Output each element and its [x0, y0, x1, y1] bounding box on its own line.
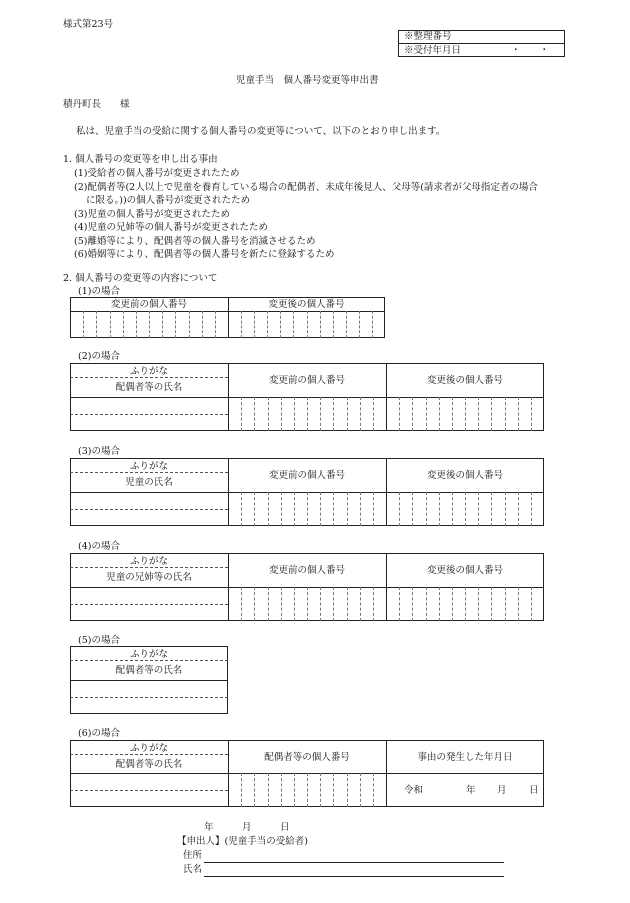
case2-before-cell-divider — [241, 397, 242, 431]
case3-after-cell-divider — [491, 492, 492, 526]
case2-after-header: 変更後の個人番号 — [426, 375, 503, 386]
case3-after-cell-divider — [426, 492, 427, 526]
case2-before-cell-divider — [281, 397, 282, 431]
case3-before-cell-divider — [347, 492, 348, 526]
case2-after-cell-divider — [505, 397, 506, 431]
case6-number-cell-divider — [281, 773, 282, 807]
case4-after-cell-divider — [478, 587, 479, 621]
case1-after-cell-divider — [280, 311, 281, 338]
reason-item-1: (1)受給者の個人番号が変更されたため — [74, 168, 240, 179]
case1-after-cell-divider — [359, 311, 360, 338]
case3-after-cell-divider — [439, 492, 440, 526]
case6-era: 令和 — [404, 785, 424, 796]
case4-after-cell-divider — [491, 587, 492, 621]
reason-item-3: (3)児童の個人番号が変更されたため — [74, 209, 230, 220]
office-received-label: ※受付年月日 — [404, 45, 462, 56]
case2-after-cell-divider — [465, 397, 466, 431]
case2-before-cell-divider — [347, 397, 348, 431]
case4-after-cell-divider — [505, 587, 506, 621]
case5-label: (5)の場合 — [78, 635, 120, 646]
case1-after-cell-divider — [307, 311, 308, 338]
case3-furigana-label: ふりがな — [129, 461, 168, 472]
case6-furigana-label: ふりがな — [129, 743, 168, 754]
case3-before-cell-divider — [320, 492, 321, 526]
case2-before-cell-divider — [373, 397, 374, 431]
case6-number-cell-divider — [294, 773, 295, 807]
case2-after-cell-divider — [439, 397, 440, 431]
case4-label: (4)の場合 — [78, 541, 120, 552]
case4-after-cell-divider — [531, 587, 532, 621]
case1-after-cell-divider — [346, 311, 347, 338]
case4-after-cell-divider — [412, 587, 413, 621]
case4-after-cell-divider — [399, 587, 400, 621]
case3-after-cell-divider — [531, 492, 532, 526]
case4-before-cell-divider — [373, 587, 374, 621]
office-serial-label: ※整理番号 — [404, 31, 452, 42]
case1-before-cell-divider — [123, 311, 124, 338]
case3-after-cell-divider — [452, 492, 453, 526]
case1-after-cell-divider — [333, 311, 334, 338]
case2-label: (2)の場合 — [78, 351, 120, 362]
case1-after-cell-divider — [254, 311, 255, 338]
address-label: 住所 — [183, 850, 203, 861]
case4-after-cell-divider — [465, 587, 466, 621]
case1-before-cell-divider — [83, 311, 84, 338]
case3-before-cell-divider — [294, 492, 295, 526]
case2-after-cell-divider — [426, 397, 427, 431]
intro-text: 私は、児童手当の受給に関する個人番号の変更等について、以下のとおり申し出ます。 — [76, 126, 446, 137]
case3-after-cell-divider — [505, 492, 506, 526]
case1-before-cell-divider — [202, 311, 203, 338]
case2-before-cell-divider — [294, 397, 295, 431]
case2-after-cell-divider — [491, 397, 492, 431]
case1-after-cell-divider — [293, 311, 294, 338]
case3-name-label: 児童の氏名 — [125, 477, 173, 488]
case6-year: 年 — [466, 785, 476, 796]
applicant-label: 【申出人】(児童手当の受給者) — [177, 836, 308, 847]
footer-date: 年 月 日 — [204, 822, 290, 833]
case2-before-cell-divider — [333, 397, 334, 431]
case3-before-cell-divider — [360, 492, 361, 526]
case4-after-cell-divider — [452, 587, 453, 621]
case2-before-cell-divider — [320, 397, 321, 431]
case6-number-cell-divider — [307, 773, 308, 807]
case3-before-cell-divider — [307, 492, 308, 526]
case6-date-header: 事由の発生した年月日 — [417, 752, 513, 763]
case4-before-cell-divider — [333, 587, 334, 621]
case6-number-cell-divider — [241, 773, 242, 807]
case1-before-header: 変更前の個人番号 — [110, 299, 187, 310]
case3-label: (3)の場合 — [78, 446, 120, 457]
case2-before-cell-divider — [254, 397, 255, 431]
case2-before-cell-divider — [360, 397, 361, 431]
case1-after-cell-divider — [241, 311, 242, 338]
address-line[interactable] — [204, 862, 504, 863]
case4-after-cell-divider — [518, 587, 519, 621]
page-title: 児童手当 個人番号変更等申出書 — [236, 75, 379, 86]
case2-after-cell-divider — [399, 397, 400, 431]
case2-after-cell-divider — [518, 397, 519, 431]
case4-before-cell-divider — [320, 587, 321, 621]
case6-number-cell-divider — [254, 773, 255, 807]
case2-before-cell-divider — [268, 397, 269, 431]
case4-after-header: 変更後の個人番号 — [426, 565, 503, 576]
case4-name-label: 児童の兄姉等の氏名 — [106, 572, 192, 583]
case1-before-cell-divider — [189, 311, 190, 338]
case4-before-header: 変更前の個人番号 — [268, 565, 345, 576]
case6-number-cell-divider — [373, 773, 374, 807]
case3-before-header: 変更前の個人番号 — [268, 470, 345, 481]
case1-after-header: 変更後の個人番号 — [268, 299, 345, 310]
case4-before-cell-divider — [347, 587, 348, 621]
case1-after-cell-divider — [267, 311, 268, 338]
case6-number-cell-divider — [333, 773, 334, 807]
case3-after-cell-divider — [399, 492, 400, 526]
office-date-dots: ・ ・ — [511, 45, 550, 56]
case1-before-cell-divider — [136, 311, 137, 338]
case1-before-cell-divider — [96, 311, 97, 338]
reason-item-4: (4)児童の兄姉等の個人番号が変更されたため — [74, 222, 268, 233]
case4-before-cell-divider — [268, 587, 269, 621]
case1-before-cell-divider — [175, 311, 176, 338]
name-line[interactable] — [204, 876, 504, 877]
case2-before-cell-divider — [307, 397, 308, 431]
case4-furigana-label: ふりがな — [129, 556, 168, 567]
case4-before-cell-divider — [294, 587, 295, 621]
reason-item-6: (6)婚姻等により、配偶者等の個人番号を新たに登録するため — [74, 249, 335, 260]
case6-number-cell-divider — [347, 773, 348, 807]
case4-after-cell-divider — [439, 587, 440, 621]
case3-after-cell-divider — [478, 492, 479, 526]
case1-before-cell-divider — [110, 311, 111, 338]
case3-before-cell-divider — [241, 492, 242, 526]
case4-after-cell-divider — [426, 587, 427, 621]
case1-before-cell-divider — [215, 311, 216, 338]
case2-after-cell-divider — [412, 397, 413, 431]
case3-before-cell-divider — [268, 492, 269, 526]
case6-number-cell-divider — [268, 773, 269, 807]
reason-item-5: (5)離婚等により、配偶者等の個人番号を消滅させるため — [74, 236, 316, 247]
case6-number-cell-divider — [320, 773, 321, 807]
case3-before-cell-divider — [254, 492, 255, 526]
case2-before-header: 変更前の個人番号 — [268, 375, 345, 386]
case4-before-cell-divider — [241, 587, 242, 621]
case3-after-cell-divider — [412, 492, 413, 526]
case6-number-header: 配偶者等の個人番号 — [264, 752, 350, 763]
case1-after-cell-divider — [320, 311, 321, 338]
case3-after-cell-divider — [465, 492, 466, 526]
case6-name-label: 配偶者等の氏名 — [115, 759, 183, 770]
case3-after-cell-divider — [518, 492, 519, 526]
case5-furigana-label: ふりがな — [129, 649, 168, 660]
case2-after-cell-divider — [478, 397, 479, 431]
case6-label: (6)の場合 — [78, 728, 120, 739]
case4-before-cell-divider — [281, 587, 282, 621]
case3-before-cell-divider — [333, 492, 334, 526]
section2-heading: 2. 個人番号の変更等の内容について — [63, 273, 218, 284]
case2-name-label: 配偶者等の氏名 — [115, 382, 183, 393]
case6-month: 月 — [497, 785, 507, 796]
case2-furigana-label: ふりがな — [129, 366, 168, 377]
case3-after-header: 変更後の個人番号 — [426, 470, 503, 481]
name-label: 氏名 — [183, 864, 203, 875]
case4-before-cell-divider — [360, 587, 361, 621]
case4-before-cell-divider — [254, 587, 255, 621]
case1-label: (1)の場合 — [78, 286, 120, 297]
case6-number-cell-divider — [360, 773, 361, 807]
reason-item-2-cont: に限る。))の個人番号が変更されたため — [86, 195, 251, 206]
case3-before-cell-divider — [281, 492, 282, 526]
case3-before-cell-divider — [373, 492, 374, 526]
case6-day: 日 — [529, 785, 539, 796]
case1-before-cell-divider — [149, 311, 150, 338]
form-number: 様式第23号 — [63, 19, 114, 30]
case2-after-cell-divider — [452, 397, 453, 431]
addressee: 積丹町長 様 — [63, 99, 130, 110]
case1-after-cell-divider — [372, 311, 373, 338]
case1-before-cell-divider — [162, 311, 163, 338]
case2-after-cell-divider — [531, 397, 532, 431]
reason-item-2: (2)配偶者等(2人以上で児童を養育している場合の配偶者、未成年後見人、父母等(請求者が父母指定者の場合 — [74, 182, 538, 193]
office-box-divider — [398, 43, 565, 44]
case5-name-label: 配偶者等の氏名 — [115, 665, 183, 676]
section1-heading: 1. 個人番号の変更等を申し出る事由 — [63, 154, 218, 165]
case4-before-cell-divider — [307, 587, 308, 621]
